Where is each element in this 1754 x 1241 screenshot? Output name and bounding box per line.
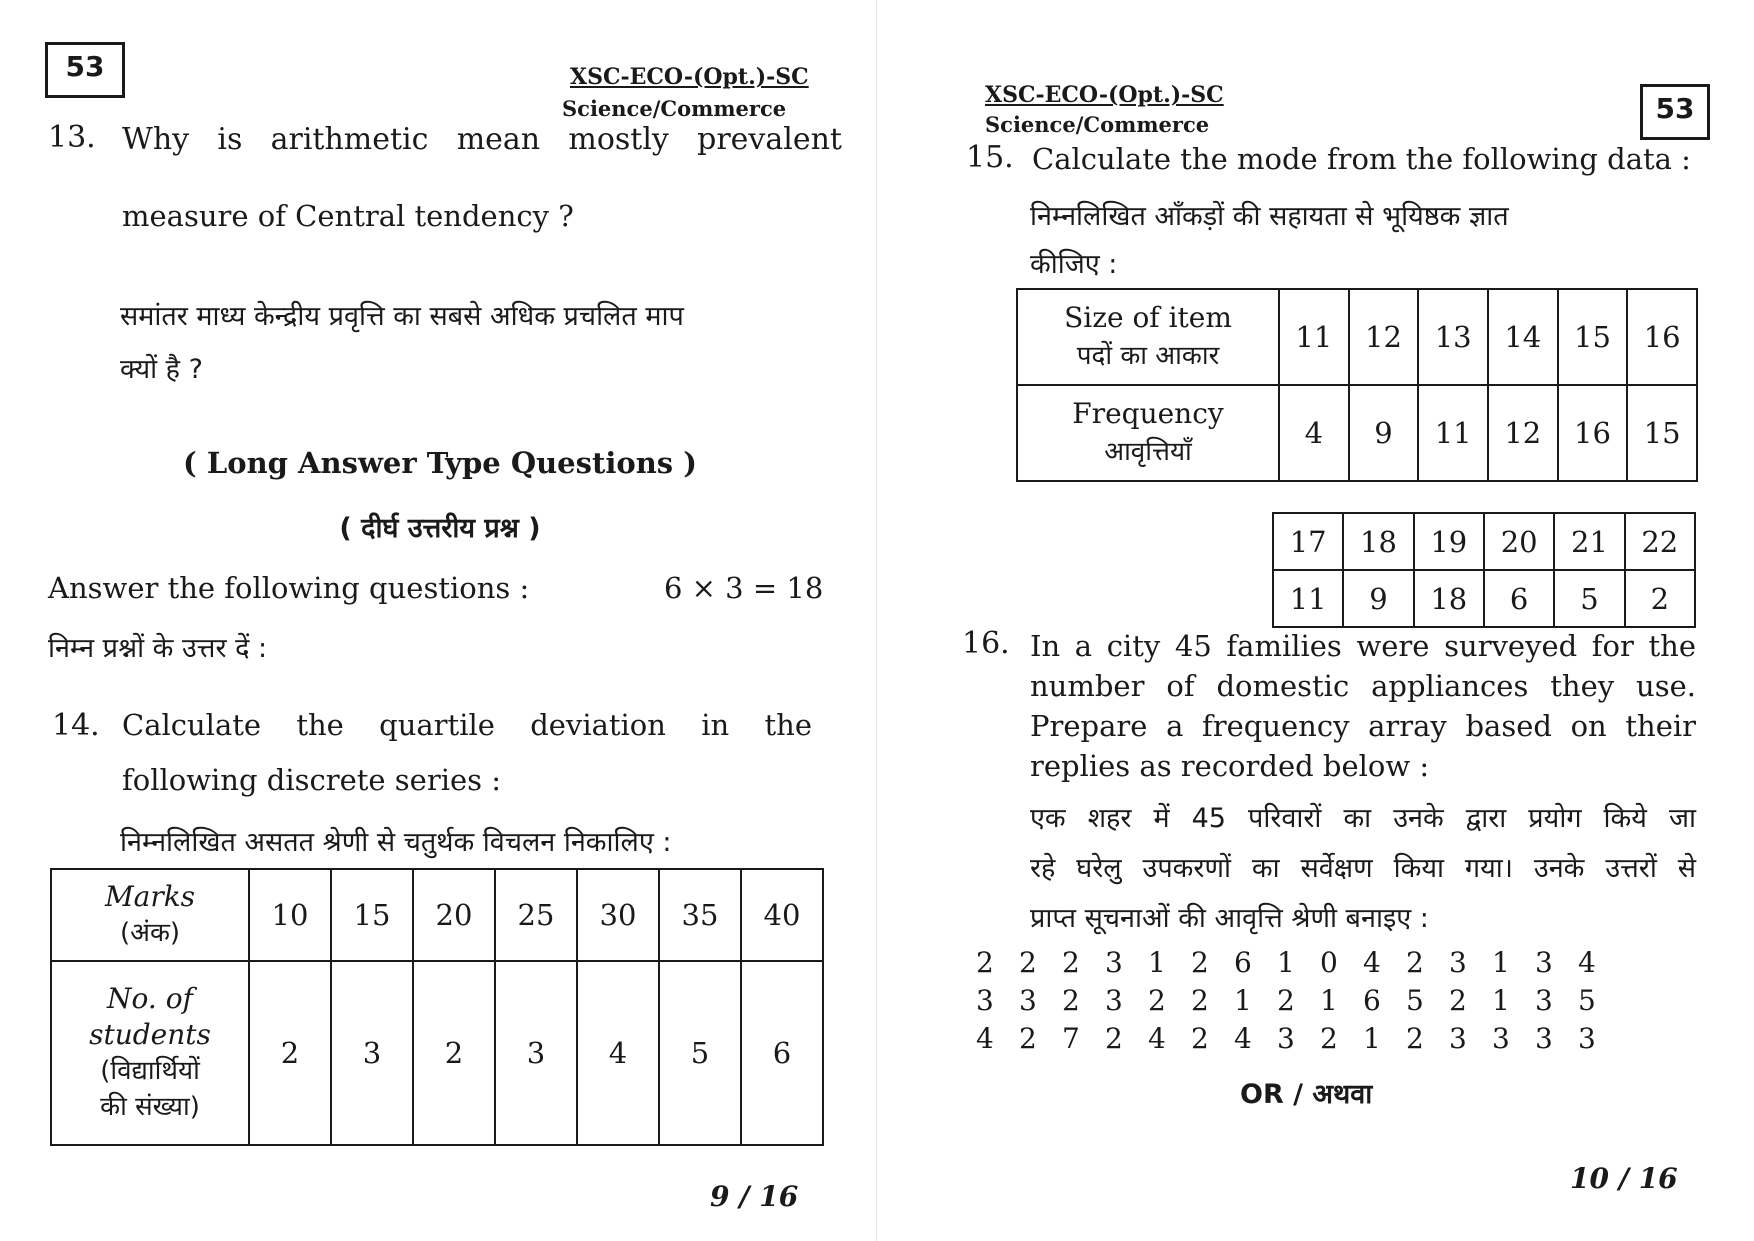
- table-cell: 9: [1343, 570, 1413, 627]
- data-value: 3: [1449, 946, 1467, 979]
- data-value: 2: [1406, 946, 1424, 979]
- data-value: 6: [1234, 946, 1252, 979]
- data-value: 3: [1578, 1022, 1596, 1055]
- section-heading-hindi: ( दीर्घ उत्तरीय प्रश्न ): [339, 513, 541, 544]
- table-cell: 11: [1273, 570, 1343, 627]
- table-cell: 20: [413, 869, 495, 961]
- table-cell: 11: [1418, 385, 1488, 481]
- size-label-hindi: पदों का आकार: [1076, 341, 1220, 371]
- question-15-hindi-line1: निम्नलिखित आँकड़ों की सहायता से भूयिष्ठक ज्ञात: [1030, 201, 1509, 232]
- size-row: [1273, 513, 1695, 570]
- table-cell: 6: [741, 961, 823, 1145]
- data-value: 2: [1062, 984, 1080, 1017]
- table-cell: 6: [1484, 570, 1554, 627]
- table-cell: 9: [1349, 385, 1419, 481]
- question-16-text-line1: In a city 45 families were surveyed for the: [1030, 629, 1696, 663]
- question-13-text-line1: Why is arithmetic mean mostly prevalent: [122, 122, 842, 157]
- question-14-number: 14.: [52, 708, 100, 743]
- table-cell: 4: [577, 961, 659, 1145]
- question-15-number: 15.: [966, 140, 1014, 175]
- table-cell: 20: [1484, 513, 1554, 570]
- table-cell: 15: [1558, 289, 1628, 385]
- table-cell: 15: [331, 869, 413, 961]
- data-value: 2: [1062, 946, 1080, 979]
- students-row: [51, 961, 823, 1145]
- table-cell: 17: [1273, 513, 1343, 570]
- question-15-hindi-line2: कीजिए :: [1030, 249, 1118, 280]
- data-value: 6: [1363, 984, 1381, 1017]
- data-value: 7: [1062, 1022, 1080, 1055]
- data-value: 4: [1363, 946, 1381, 979]
- size-row: [1017, 289, 1697, 385]
- table-cell: 18: [1414, 570, 1484, 627]
- question-16-number: 16.: [962, 626, 1010, 661]
- data-value: 1: [1492, 946, 1510, 979]
- page-footer-right: 10 / 16: [1570, 1162, 1678, 1195]
- question-13-hindi-line1: समांतर माध्य केन्द्रीय प्रवृत्ति का सबसे अधिक प्रचलित माप: [120, 301, 684, 332]
- question-14-text-line1: Calculate the quartile deviation in the: [122, 708, 812, 742]
- frequency-row: [1273, 570, 1695, 627]
- table-cell: 12: [1488, 385, 1558, 481]
- data-value: 3: [1535, 984, 1553, 1017]
- table-cell: 13: [1418, 289, 1488, 385]
- data-value: 4: [1234, 1022, 1252, 1055]
- data-value: 2: [1019, 1022, 1037, 1055]
- table-cell: 4: [1279, 385, 1349, 481]
- table-cell: 2: [249, 961, 331, 1145]
- data-value: 2: [1320, 1022, 1338, 1055]
- question-16-text-line2: number of domestic appliances they use.: [1030, 669, 1696, 703]
- table-cell: 11: [1279, 289, 1349, 385]
- frequency-row: [1017, 385, 1697, 481]
- table-cell: 30: [577, 869, 659, 961]
- data-value: 0: [1320, 946, 1338, 979]
- data-value: 2: [1019, 946, 1037, 979]
- survey-data: [976, 944, 1621, 1058]
- survey-data-row: [976, 1020, 1621, 1058]
- students-label-hindi-line1: (विद्यार्थियों: [100, 1056, 200, 1086]
- frequency-label-hindi: आवृत्तियाँ: [1104, 437, 1192, 467]
- data-value: 2: [1191, 1022, 1209, 1055]
- data-value: 1: [1148, 946, 1166, 979]
- question-13-hindi-line2: क्यों है ?: [120, 354, 203, 385]
- table-cell: 3: [331, 961, 413, 1145]
- data-value: 2: [1406, 1022, 1424, 1055]
- marks-allotment: 6 × 3 = 18: [664, 571, 824, 605]
- data-value: 2: [1148, 984, 1166, 1017]
- question-14-text-line2: following discrete series :: [122, 763, 501, 797]
- table-cell: 2: [413, 961, 495, 1145]
- question-15-text: Calculate the mode from the following data :: [1032, 142, 1691, 176]
- stream-label: Science/Commerce: [562, 96, 787, 121]
- data-value: 4: [1148, 1022, 1166, 1055]
- table-cell: 2: [1625, 570, 1695, 627]
- table-cell: 15: [1627, 385, 1697, 481]
- data-value: 3: [1449, 1022, 1467, 1055]
- table-cell: 25: [495, 869, 577, 961]
- stream-label-right: Science/Commerce: [985, 112, 1210, 137]
- survey-data-row: [976, 982, 1621, 1020]
- table-cell: 19: [1414, 513, 1484, 570]
- page-number: 53: [65, 50, 105, 83]
- data-value: 2: [1191, 984, 1209, 1017]
- data-value: 2: [1277, 984, 1295, 1017]
- page-number-box-right: [1640, 84, 1710, 140]
- table-cell: 10: [249, 869, 331, 961]
- data-value: 3: [1105, 946, 1123, 979]
- data-value: 4: [976, 1022, 994, 1055]
- data-value: 1: [1363, 1022, 1381, 1055]
- data-value: 1: [1234, 984, 1252, 1017]
- data-value: 5: [1578, 984, 1596, 1017]
- question-16-hindi-line2: रहे घरेलु उपकरणों का सर्वेक्षण किया गया। उनके उत्तरों से: [1030, 853, 1696, 884]
- table-cell: 16: [1627, 289, 1697, 385]
- question-14-hindi: निम्नलिखित असतत श्रेणी से चतुर्थक विचलन निकालिए :: [120, 827, 672, 858]
- marks-label-hindi: (अंक): [119, 918, 181, 948]
- section-heading: ( Long Answer Type Questions ): [183, 446, 697, 480]
- marks-label-cell: [51, 869, 249, 961]
- table-cell: 21: [1554, 513, 1624, 570]
- question-13-text-line2: measure of Central tendency ?: [122, 199, 574, 233]
- data-value: 3: [1277, 1022, 1295, 1055]
- data-value: 3: [976, 984, 994, 1017]
- data-value: 1: [1320, 984, 1338, 1017]
- marks-row: [51, 869, 823, 961]
- frequency-label-cell: [1017, 385, 1279, 481]
- data-value: 3: [1019, 984, 1037, 1017]
- instruction-hindi: निम्न प्रश्नों के उत्तर दें :: [48, 633, 268, 664]
- data-value: 1: [1277, 946, 1295, 979]
- data-value: 5: [1406, 984, 1424, 1017]
- table-cell: 5: [1554, 570, 1624, 627]
- students-label-cell: [51, 961, 249, 1145]
- data-value: 1: [1492, 984, 1510, 1017]
- table-cell: 16: [1558, 385, 1628, 481]
- instruction: Answer the following questions :: [48, 571, 530, 605]
- data-value: 2: [1105, 1022, 1123, 1055]
- question-13-number: 13.: [48, 120, 96, 155]
- page-number-box-left: [45, 42, 125, 98]
- students-label-hindi-line2: की संख्या): [100, 1092, 200, 1122]
- data-value: 3: [1535, 946, 1553, 979]
- table-cell: 12: [1349, 289, 1419, 385]
- paper-code: XSC-ECO-(Opt.)-SC: [570, 64, 809, 90]
- page-footer-left: 9 / 16: [710, 1180, 799, 1213]
- question-16-hindi-line1: एक शहर में 45 परिवारों का उनके द्वारा प्रयोग किये जा: [1030, 803, 1696, 834]
- question-16-hindi-line3: प्राप्त सूचनाओं की आवृत्ति श्रेणी बनाइए :: [1030, 903, 1429, 934]
- table-cell: 22: [1625, 513, 1695, 570]
- frequency-label: Frequency: [1072, 397, 1224, 430]
- table-cell: 35: [659, 869, 741, 961]
- data-value: 3: [1492, 1022, 1510, 1055]
- or-separator: OR / अथवा: [1240, 1079, 1373, 1110]
- table-cell: 14: [1488, 289, 1558, 385]
- data-value: 2: [1191, 946, 1209, 979]
- data-value: 2: [1449, 984, 1467, 1017]
- paper-code-right: XSC-ECO-(Opt.)-SC: [985, 82, 1224, 108]
- data-value: 3: [1535, 1022, 1553, 1055]
- marks-label: Marks: [104, 880, 196, 913]
- mode-table-a: [1016, 288, 1698, 482]
- students-label-line1: No. of: [107, 982, 193, 1015]
- table-cell: 5: [659, 961, 741, 1145]
- size-label: Size of item: [1064, 301, 1232, 334]
- page-number: 53: [1655, 92, 1695, 125]
- data-value: 4: [1578, 946, 1596, 979]
- data-value: 3: [1105, 984, 1123, 1017]
- students-label-line2: students: [89, 1018, 211, 1051]
- mode-table-b: [1272, 512, 1696, 628]
- page-gutter: [876, 0, 877, 1241]
- table-cell: 40: [741, 869, 823, 961]
- table-cell: 18: [1343, 513, 1413, 570]
- table-cell: 3: [495, 961, 577, 1145]
- question-16-text-line4: replies as recorded below :: [1030, 749, 1430, 783]
- quartile-table: [50, 868, 824, 1146]
- survey-data-row: [976, 944, 1621, 982]
- question-16-text-line3: Prepare a frequency array based on their: [1030, 709, 1696, 743]
- size-label-cell: [1017, 289, 1279, 385]
- data-value: 2: [976, 946, 994, 979]
